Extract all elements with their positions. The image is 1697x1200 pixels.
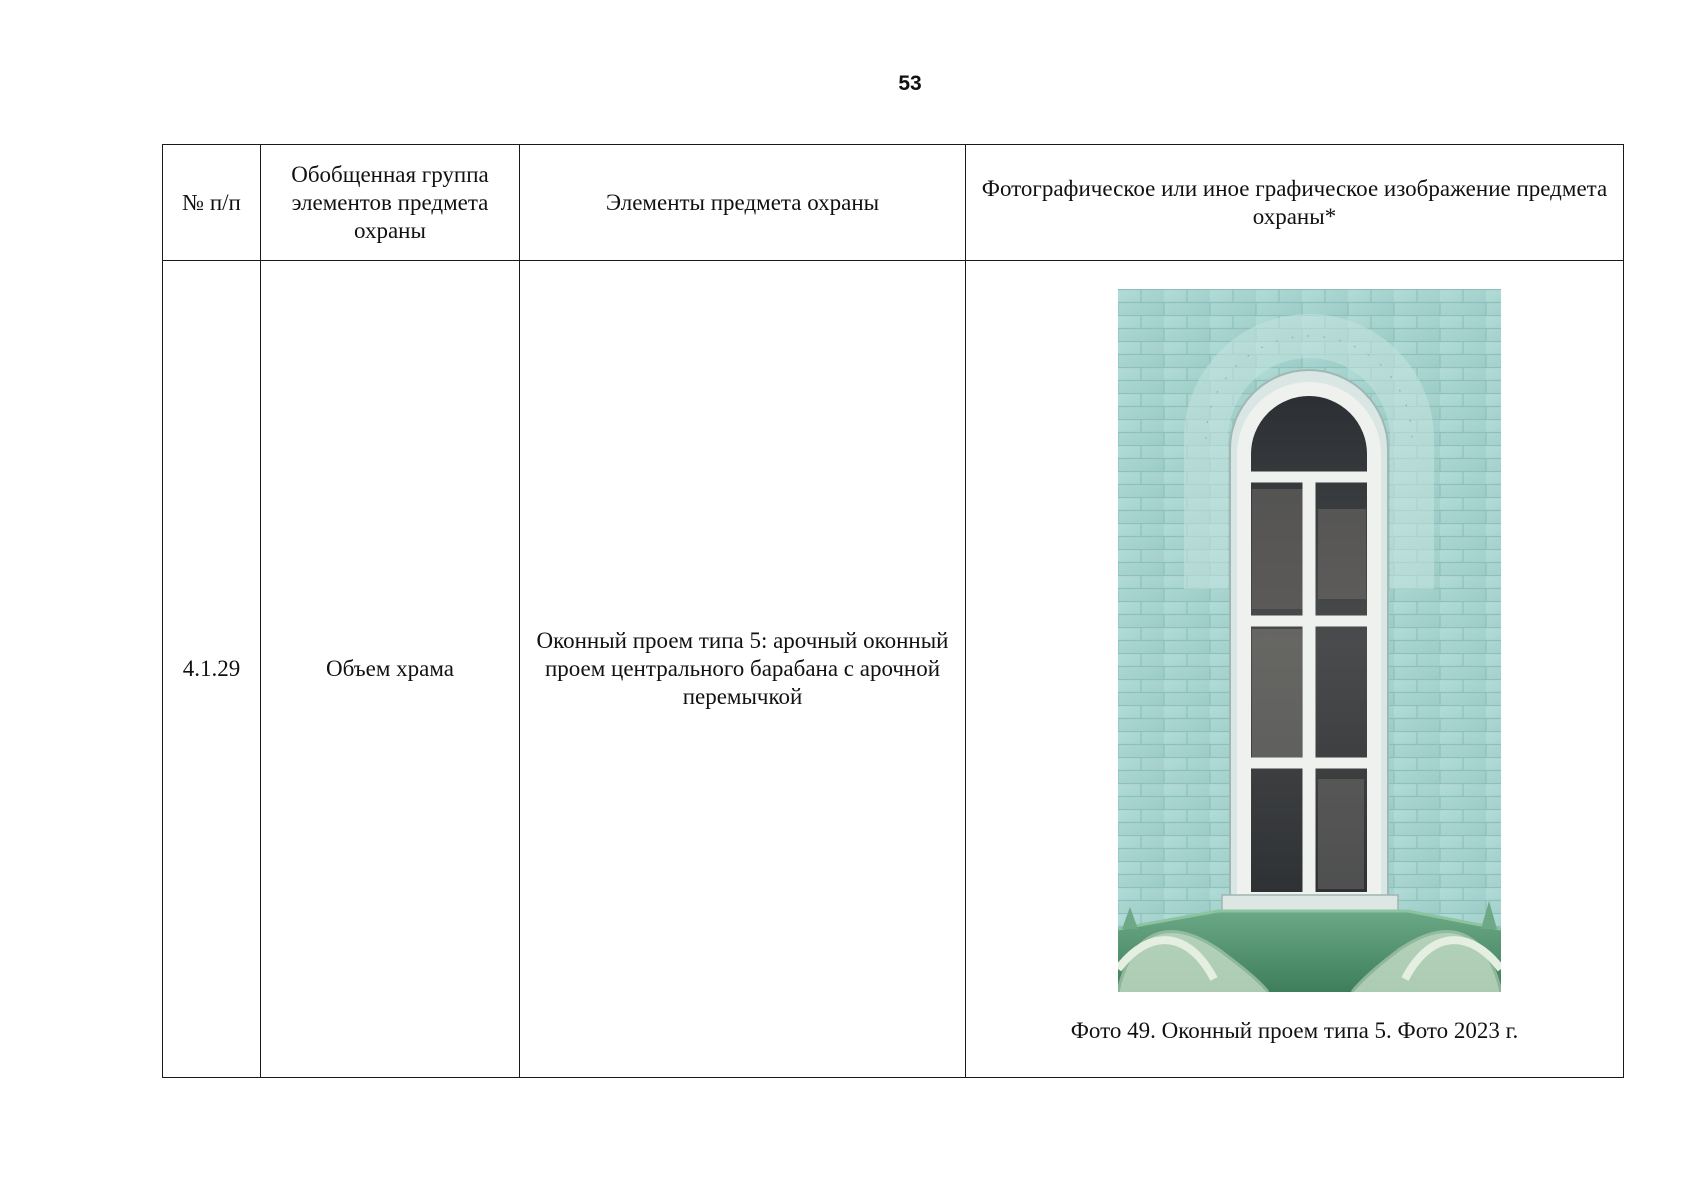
photo-caption: Фото 49. Оконный проем типа 5. Фото 2023 г. (1070, 1018, 1519, 1043)
header-elements: Элементы предмета охраны (520, 145, 966, 261)
table-header-row (163, 145, 1624, 261)
table-row (163, 261, 1624, 1078)
row-photo-cell (966, 261, 1624, 1078)
row-element: Оконный проем типа 5: арочный оконный проем центрального барабана с арочной перемычкой (520, 261, 966, 1078)
header-group: Обобщенная группа элементов предмета охраны (261, 145, 520, 261)
page-number: 53 (898, 72, 922, 95)
protection-table (162, 144, 1624, 1078)
header-photo: Фотографическое или иное графическое изображение предмета охраны* (966, 145, 1624, 261)
arched-window-photo (1118, 289, 1501, 992)
row-group: Объем храма (261, 261, 520, 1078)
row-number: 4.1.29 (163, 261, 261, 1078)
header-number: № п/п (163, 145, 261, 261)
